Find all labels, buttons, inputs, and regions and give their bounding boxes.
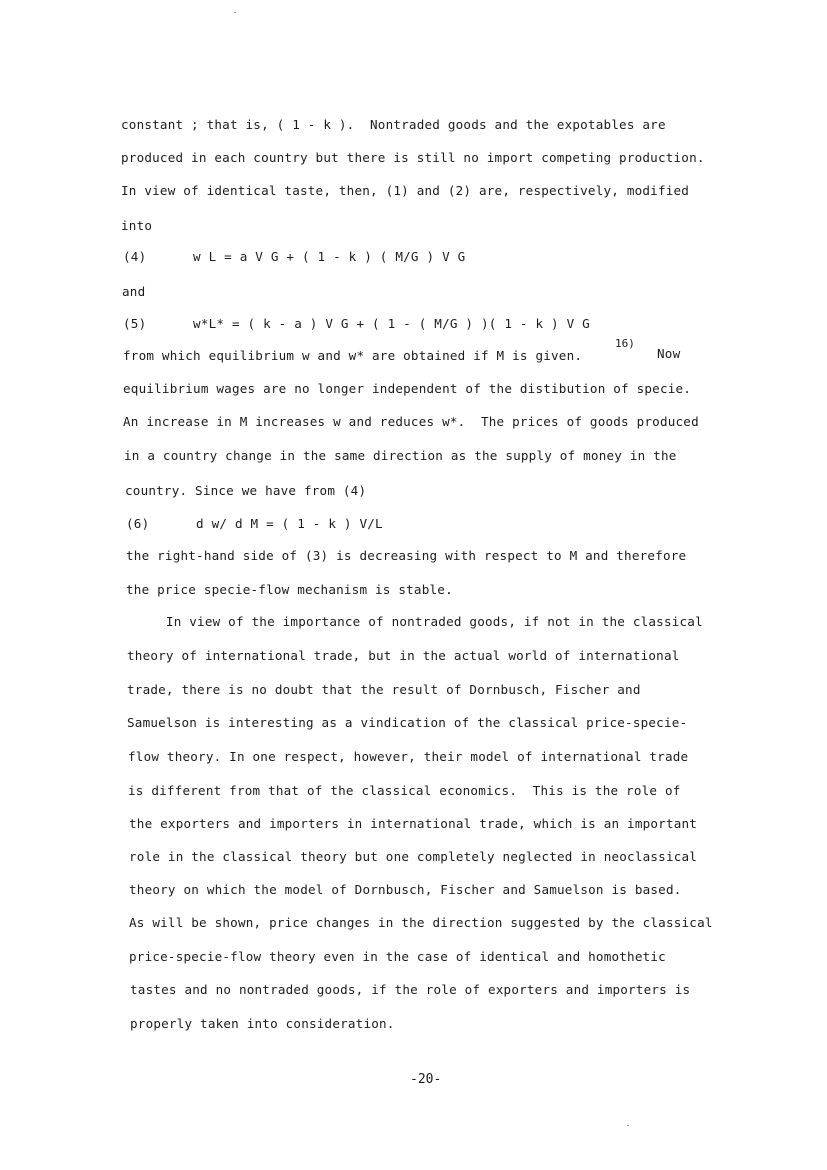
- text-line: from which equilibrium w and w* are obtained if M is given.: [123, 348, 583, 363]
- text-line: in a country change in the same direction as the supply of money in the: [124, 448, 677, 463]
- text-line: flow theory. In one respect, however, their model of international trade: [128, 749, 689, 764]
- text-line: the right-hand side of (3) is decreasing with respect to M and therefore: [126, 548, 687, 563]
- text-line: equilibrium wages are no longer independent of the distibution of specie.: [123, 381, 692, 396]
- equation-4: (4) w L = a V G + ( 1 - k ) ( M/G ) V G: [123, 249, 466, 264]
- text-line: theory of international trade, but in the actual world of international: [127, 648, 680, 663]
- page-number: -20-: [410, 1072, 442, 1087]
- text-line: Samuelson is interesting as a vindication of the classical price-specie-: [127, 715, 688, 730]
- equation-6: (6) d w/ d M = ( 1 - k ) V/L: [126, 516, 383, 531]
- scan-speck: [627, 1125, 629, 1126]
- text-line-continuation: Now: [657, 346, 681, 361]
- footnote-marker: 16): [615, 337, 635, 350]
- text-line: is different from that of the classical economics. This is the role of: [128, 783, 681, 798]
- text-line: the price specie-flow mechanism is stable.: [126, 582, 453, 597]
- text-line: country. Since we have from (4): [125, 483, 367, 498]
- text-line: An increase in M increases w and reduces w*. The prices of goods produced: [123, 414, 699, 429]
- text-line: tastes and no nontraded goods, if the role of exporters and importers is: [130, 982, 691, 997]
- text-line: role in the classical theory but one completely neglected in neoclassical: [129, 849, 698, 864]
- paragraph-start: In view of the importance of nontraded goods, if not in the classical: [127, 614, 703, 629]
- text-line: theory on which the model of Dornbusch, Fischer and Samuelson is based.: [129, 882, 682, 897]
- text-line: and: [122, 284, 146, 299]
- text-line: properly taken into consideration.: [130, 1016, 395, 1031]
- text-line: into: [121, 218, 153, 233]
- text-line: produced in each country but there is still no import competing production.: [121, 150, 705, 165]
- equation-5: (5) w*L* = ( k - a ) V G + ( 1 - ( M/G ) )( 1 - k ) V G: [123, 316, 590, 331]
- text-line: As will be shown, price changes in the direction suggested by the classical: [129, 915, 713, 930]
- scan-speck: [234, 12, 236, 13]
- text-line: price-specie-flow theory even in the case of identical and homothetic: [129, 949, 666, 964]
- text-line: trade, there is no doubt that the result of Dornbusch, Fischer and: [127, 682, 641, 697]
- text-line: In view of identical taste, then, (1) and (2) are, respectively, modified: [121, 183, 690, 198]
- text-line: constant ; that is, ( 1 - k ). Nontraded goods and the expotables are: [121, 117, 666, 132]
- text-line: the exporters and importers in international trade, which is an important: [129, 816, 698, 831]
